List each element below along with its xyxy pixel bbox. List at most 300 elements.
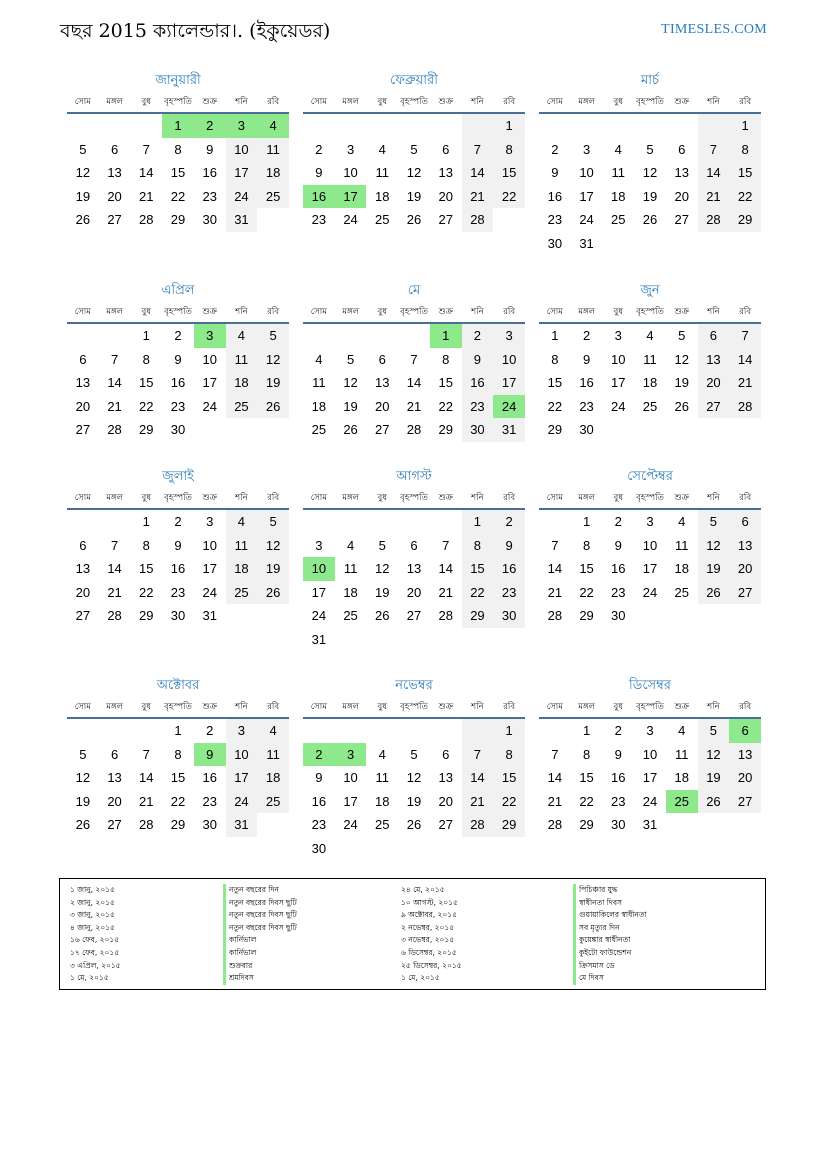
day-grid <box>303 719 525 860</box>
day-cell: 29 <box>493 813 525 837</box>
day-cell: 4 <box>378 141 386 157</box>
month-name: মার্চ <box>640 73 659 88</box>
day-cell: 24 <box>343 817 358 832</box>
empty-cell <box>366 628 398 652</box>
month-name: ডিসেম্বর <box>629 678 671 693</box>
empty-cell <box>99 324 131 348</box>
day-cell: 18 <box>674 561 689 576</box>
weekday-label: সোম <box>310 307 327 317</box>
weekday-label: শনি <box>707 97 720 107</box>
day-cell: 27 <box>375 422 390 437</box>
day-cell: 9 <box>614 537 622 553</box>
weekday-label: শনি <box>471 702 484 712</box>
day-cell: 12 <box>698 534 730 558</box>
weekday-label: রবি <box>503 493 516 503</box>
day-cell: 19 <box>698 766 730 790</box>
day-cell: 9 <box>315 770 323 785</box>
weekday-label: শনি <box>235 307 248 317</box>
day-cell: 13 <box>729 743 761 767</box>
day-cell: 24 <box>493 395 525 419</box>
day-cell: 1 <box>174 723 182 738</box>
day-cell: 14 <box>729 348 761 372</box>
day-cell: 20 <box>729 557 761 581</box>
day-cell: 22 <box>579 584 594 600</box>
day-cell: 7 <box>462 743 494 767</box>
day-cell: 20 <box>438 793 453 809</box>
day-grid <box>303 324 525 442</box>
weekday-label: বুধ <box>613 97 624 107</box>
legend-holiday-name: নতুন বছরের দিবস ছুটি <box>223 922 297 935</box>
day-cell: 15 <box>579 770 594 785</box>
site-brand-link[interactable]: TIMESLES.COM <box>661 22 767 37</box>
day-cell: 26 <box>375 608 390 623</box>
day-cell: 8 <box>174 746 182 762</box>
legend-date: ৩ নভেম্বর, ২০১৫ <box>401 935 455 945</box>
weekday-label: বৃহস্পতি <box>164 702 192 712</box>
day-cell: 23 <box>579 398 594 414</box>
day-cell: 16 <box>170 375 186 390</box>
day-cell: 27 <box>75 608 91 623</box>
day-cell: 24 <box>202 398 217 414</box>
empty-cell <box>462 837 494 861</box>
day-cell: 19 <box>406 188 422 204</box>
day-cell: 27 <box>438 212 453 227</box>
day-cell: 5 <box>346 351 355 367</box>
legend-date: ১ মে, ২০১৫ <box>70 973 109 983</box>
weekday-label: রবি <box>267 307 280 317</box>
weekday-label: রবি <box>739 97 752 107</box>
day-cell: 20 <box>75 398 91 414</box>
weekday-label: বৃহস্পতি <box>636 97 664 107</box>
day-cell: 13 <box>438 165 453 180</box>
weekday-header <box>539 92 761 114</box>
day-cell: 23 <box>547 212 563 227</box>
weekday-label: বুধ <box>141 307 152 317</box>
day-cell: 13 <box>75 561 91 576</box>
day-cell: 16 <box>611 770 626 785</box>
empty-cell <box>462 628 494 652</box>
weekday-header <box>67 92 289 114</box>
day-cell: 19 <box>698 557 730 581</box>
empty-cell <box>729 232 761 256</box>
day-cell: 31 <box>226 208 258 232</box>
day-cell: 29 <box>729 208 761 232</box>
day-cell: 26 <box>674 398 689 414</box>
weekday-header <box>539 697 761 719</box>
day-cell: 6 <box>729 510 761 534</box>
day-cell: 12 <box>642 165 658 180</box>
day-cell: 14 <box>107 561 122 576</box>
day-cell: 18 <box>257 161 289 185</box>
weekday-label: শনি <box>235 493 248 503</box>
weekday-label: বুধ <box>141 493 152 503</box>
month-block <box>303 466 525 651</box>
day-cell: 29 <box>170 212 186 227</box>
day-cell: 2 <box>551 141 559 157</box>
day-cell: 23 <box>311 212 327 227</box>
weekday-label: সোম <box>74 702 91 712</box>
day-cell: 11 <box>611 165 626 180</box>
day-cell: 1 <box>430 324 462 348</box>
month-block <box>303 675 525 860</box>
day-cell: 13 <box>729 534 761 558</box>
day-cell: 3 <box>646 514 654 529</box>
day-cell: 2 <box>303 743 335 767</box>
weekday-label: মঙ্গল <box>578 307 595 317</box>
legend-date-column <box>70 884 121 985</box>
day-cell: 18 <box>311 398 327 414</box>
weekday-label: রবি <box>739 307 752 317</box>
day-cell: 27 <box>729 581 761 605</box>
day-cell: 21 <box>698 185 730 209</box>
day-cell: 15 <box>438 375 453 390</box>
legend-holiday-name: কার্নিভাল <box>223 947 297 960</box>
empty-cell <box>130 114 162 138</box>
day-cell: 6 <box>410 537 418 553</box>
day-grid <box>539 114 761 255</box>
empty-cell <box>194 418 226 442</box>
day-cell: 10 <box>343 770 358 785</box>
weekday-label: বৃহস্পতি <box>164 307 192 317</box>
empty-cell <box>698 418 730 442</box>
day-cell: 22 <box>462 581 494 605</box>
legend-date: ১ জানু, ২০১৫ <box>70 885 115 894</box>
weekday-header <box>67 697 289 719</box>
day-cell: 7 <box>551 746 559 762</box>
month-name: মে <box>407 283 421 298</box>
empty-cell <box>493 837 525 861</box>
weekday-label: শুক্র <box>674 702 689 712</box>
empty-cell <box>602 232 634 256</box>
day-cell: 10 <box>343 165 358 180</box>
day-cell: 4 <box>614 141 622 157</box>
month-block <box>303 280 525 442</box>
weekday-label: রবি <box>267 702 280 712</box>
weekday-label: বৃহস্পতি <box>400 493 428 503</box>
day-cell: 8 <box>582 746 591 762</box>
empty-cell <box>698 604 730 628</box>
day-cell: 15 <box>729 161 761 185</box>
day-cell: 28 <box>139 817 154 832</box>
empty-cell <box>666 813 698 837</box>
empty-cell <box>602 418 634 442</box>
day-cell: 4 <box>378 746 386 762</box>
day-cell: 5 <box>378 537 386 553</box>
day-cell: 2 <box>206 723 214 738</box>
day-cell: 21 <box>462 790 494 814</box>
day-cell: 5 <box>257 324 289 348</box>
legend-holiday-name: গুয়ায়াকিলের স্বাধীনতা <box>573 909 647 922</box>
day-cell: 21 <box>406 398 422 414</box>
day-cell: 8 <box>142 537 150 553</box>
day-cell: 9 <box>174 537 182 553</box>
weekday-header <box>303 697 525 719</box>
empty-cell <box>539 114 571 138</box>
empty-cell <box>226 604 258 628</box>
day-cell: 5 <box>646 141 654 157</box>
day-cell: 28 <box>462 813 494 837</box>
month-name: এপ্রিল <box>161 283 195 298</box>
day-cell: 6 <box>378 351 386 367</box>
weekday-label: শুক্র <box>202 702 217 712</box>
weekday-label: শুক্র <box>674 97 689 107</box>
day-cell: 23 <box>462 395 494 419</box>
day-cell: 24 <box>202 584 217 600</box>
day-cell: 15 <box>493 161 525 185</box>
day-cell: 25 <box>666 790 698 814</box>
day-cell: 21 <box>547 584 563 600</box>
day-grid <box>539 719 761 837</box>
day-cell: 30 <box>547 235 563 251</box>
day-cell: 13 <box>674 165 689 180</box>
day-cell: 10 <box>202 537 217 553</box>
weekday-label: রবি <box>503 97 516 107</box>
weekday-label: বুধ <box>377 307 388 317</box>
day-cell: 14 <box>462 161 494 185</box>
empty-cell <box>398 324 430 348</box>
day-cell: 29 <box>170 817 186 832</box>
day-cell: 17 <box>611 375 626 390</box>
day-cell: 4 <box>257 719 289 743</box>
legend-holiday-name: শ্রমদিবস <box>223 972 297 985</box>
day-cell: 18 <box>257 766 289 790</box>
weekday-label: বুধ <box>613 307 624 317</box>
day-cell: 24 <box>311 608 327 623</box>
day-cell: 3 <box>226 114 258 138</box>
day-cell: 26 <box>343 422 358 437</box>
day-cell: 11 <box>226 534 258 558</box>
day-cell: 1 <box>493 719 525 743</box>
day-cell: 28 <box>462 208 494 232</box>
empty-cell <box>366 837 398 861</box>
empty-cell <box>698 813 730 837</box>
day-cell: 2 <box>194 114 226 138</box>
day-cell: 5 <box>79 746 87 762</box>
day-cell: 13 <box>698 348 730 372</box>
day-cell: 27 <box>107 817 122 832</box>
weekday-label: রবি <box>739 702 752 712</box>
day-cell: 3 <box>206 514 214 529</box>
day-cell: 7 <box>142 141 150 157</box>
weekday-label: বুধ <box>377 702 388 712</box>
legend-holiday-name: সব মৃত্যুর দিন <box>573 922 647 935</box>
legend-holiday-name: শুক্রবার <box>223 960 297 973</box>
day-cell: 14 <box>547 770 563 785</box>
day-cell: 13 <box>75 375 91 390</box>
day-cell: 7 <box>442 537 450 553</box>
empty-cell <box>666 114 698 138</box>
empty-cell <box>366 510 398 534</box>
weekday-label: মঙ্গল <box>578 702 595 712</box>
month-name: আগস্ট <box>396 469 432 484</box>
legend-date: ৩ এপ্রিল, ২০১৫ <box>70 960 121 970</box>
day-cell: 19 <box>343 398 358 414</box>
day-cell: 28 <box>698 208 730 232</box>
month-name: সেপ্টেম্বর <box>627 469 673 484</box>
day-cell: 4 <box>678 723 686 738</box>
empty-cell <box>398 628 430 652</box>
day-cell: 4 <box>226 324 258 348</box>
day-cell: 28 <box>547 817 563 832</box>
weekday-label: রবি <box>267 97 280 107</box>
month-name: জুন <box>640 283 660 298</box>
day-cell: 12 <box>674 351 689 367</box>
day-cell: 30 <box>202 212 217 227</box>
month-block <box>67 675 289 837</box>
day-cell: 1 <box>462 510 494 534</box>
empty-cell <box>698 232 730 256</box>
weekday-label: শনি <box>707 702 720 712</box>
day-cell: 18 <box>343 584 358 600</box>
day-cell: 19 <box>375 584 390 600</box>
day-cell: 20 <box>107 793 122 809</box>
weekday-label: শনি <box>707 493 720 503</box>
day-cell: 2 <box>315 141 323 157</box>
day-cell: 31 <box>579 235 594 251</box>
day-grid <box>539 324 761 442</box>
day-cell: 3 <box>582 141 591 157</box>
day-cell: 7 <box>110 537 119 553</box>
day-grid <box>303 510 525 651</box>
day-cell: 3 <box>646 723 654 738</box>
day-cell: 25 <box>674 584 689 600</box>
weekday-label: শনি <box>471 307 484 317</box>
day-cell: 28 <box>729 395 761 419</box>
empty-cell <box>303 324 335 348</box>
day-cell: 22 <box>547 398 563 414</box>
day-cell: 16 <box>579 375 594 390</box>
day-cell: 19 <box>406 793 422 809</box>
empty-cell <box>257 604 289 628</box>
empty-cell <box>602 114 634 138</box>
day-cell: 15 <box>493 766 525 790</box>
month-name: জুলাই <box>162 469 194 484</box>
weekday-header <box>539 302 761 324</box>
weekday-label: সোম <box>546 493 563 503</box>
legend-date: ২৫ ডিসেম্বর, ২০১৫ <box>401 960 462 970</box>
day-cell: 6 <box>729 719 761 743</box>
day-cell: 27 <box>674 212 689 227</box>
day-cell: 20 <box>107 188 122 204</box>
day-cell: 16 <box>611 561 626 576</box>
month-block <box>539 70 761 255</box>
day-cell: 8 <box>582 537 591 553</box>
day-cell: 22 <box>729 185 761 209</box>
empty-cell <box>430 114 462 138</box>
legend-holiday-name: নতুন বছরের দিন <box>223 884 297 897</box>
month-name: ফেব্রুয়ারী <box>390 73 438 88</box>
day-cell: 25 <box>611 212 626 227</box>
day-cell: 21 <box>462 185 494 209</box>
day-cell: 4 <box>315 351 323 367</box>
day-cell: 7 <box>462 138 494 162</box>
day-cell: 1 <box>551 328 559 343</box>
day-cell: 2 <box>174 514 182 529</box>
empty-cell <box>430 510 462 534</box>
day-cell: 18 <box>226 371 258 395</box>
empty-cell <box>430 719 462 743</box>
day-cell: 12 <box>375 561 390 576</box>
day-cell: 1 <box>142 328 150 343</box>
empty-cell <box>398 510 430 534</box>
day-cell: 26 <box>406 817 422 832</box>
legend-holiday-name: নতুন বছরের দিবস ছুটি <box>223 909 297 922</box>
day-cell: 7 <box>110 351 119 367</box>
month-block <box>67 280 289 442</box>
day-cell: 13 <box>406 561 422 576</box>
day-cell: 30 <box>579 422 594 437</box>
day-cell: 2 <box>462 324 494 348</box>
day-cell: 2 <box>493 510 525 534</box>
day-cell: 19 <box>674 375 689 390</box>
day-cell: 28 <box>139 212 154 227</box>
day-cell: 17 <box>642 561 658 576</box>
weekday-label: বৃহস্পতি <box>400 307 428 317</box>
empty-cell <box>67 510 99 534</box>
month-block <box>539 675 761 837</box>
day-cell: 1 <box>729 114 761 138</box>
day-cell: 22 <box>139 584 154 600</box>
day-cell: 16 <box>547 188 563 204</box>
day-cell: 17 <box>579 188 594 204</box>
day-cell: 23 <box>611 793 626 809</box>
day-cell: 10 <box>493 348 525 372</box>
weekday-label: শনি <box>471 97 484 107</box>
month-block <box>303 70 525 232</box>
weekday-label: বুধ <box>141 702 152 712</box>
legend-holiday-name: পিচিঞ্চার যুদ্ধ <box>573 884 647 897</box>
day-cell: 11 <box>257 743 289 767</box>
day-cell: 20 <box>406 584 422 600</box>
day-cell: 8 <box>551 351 559 367</box>
empty-cell <box>666 418 698 442</box>
day-cell: 21 <box>547 793 563 809</box>
day-cell: 26 <box>698 581 730 605</box>
day-cell: 17 <box>311 584 327 600</box>
legend-date: ২৪ মে, ২০১৫ <box>401 885 445 894</box>
legend-name-column <box>573 884 647 985</box>
day-cell: 1 <box>582 514 591 529</box>
day-cell: 23 <box>202 793 217 809</box>
day-cell: 22 <box>438 398 453 414</box>
weekday-label: বুধ <box>377 493 388 503</box>
legend-date: ২ জানু, ২০১৫ <box>70 897 115 907</box>
weekday-label: শনি <box>235 97 248 107</box>
day-cell: 20 <box>375 398 390 414</box>
day-cell: 30 <box>170 422 186 437</box>
legend-holiday-name: স্বাধীনতা দিবস <box>573 897 647 910</box>
day-cell: 18 <box>375 793 390 809</box>
weekday-label: শনি <box>707 307 720 317</box>
day-cell: 9 <box>194 743 226 767</box>
day-cell: 16 <box>202 770 217 785</box>
day-cell: 11 <box>257 138 289 162</box>
legend-date: ৯ অক্টোবর, ২০১৫ <box>401 910 458 920</box>
weekday-label: শুক্র <box>202 493 217 503</box>
day-cell: 6 <box>110 141 119 157</box>
day-cell: 25 <box>257 790 289 814</box>
day-cell: 15 <box>139 561 154 576</box>
day-cell: 3 <box>226 719 258 743</box>
empty-cell <box>398 837 430 861</box>
day-cell: 25 <box>375 817 390 832</box>
weekday-label: সোম <box>546 97 563 107</box>
holiday-legend <box>59 878 766 990</box>
day-cell: 8 <box>442 351 450 367</box>
day-cell: 28 <box>438 608 453 623</box>
day-cell: 22 <box>170 188 186 204</box>
day-cell: 20 <box>75 584 91 600</box>
